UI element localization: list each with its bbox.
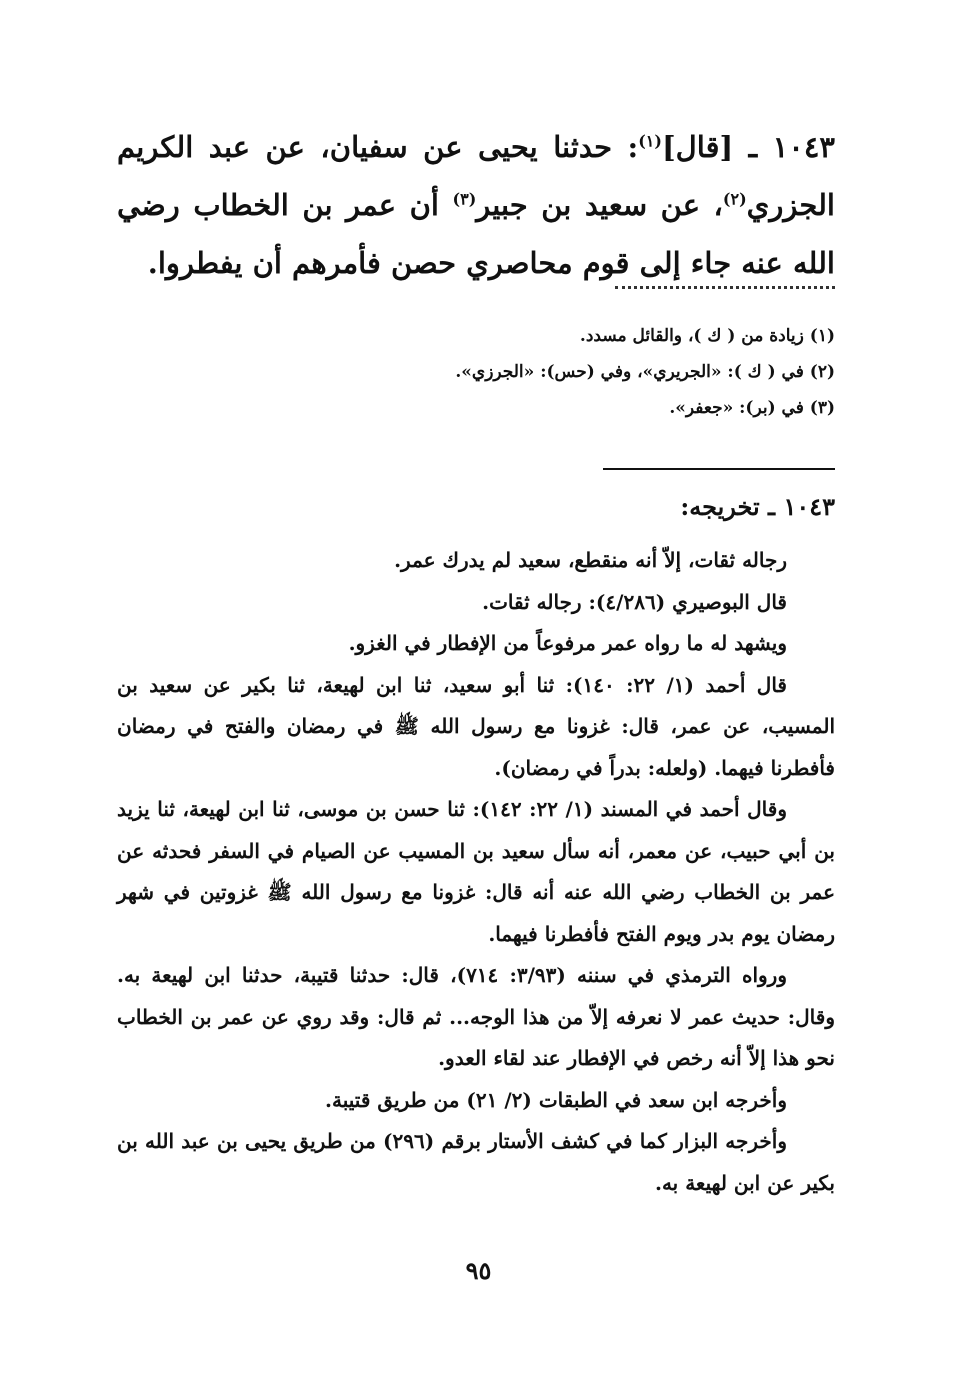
section-divider [603,468,835,470]
footnote-ref-1: (١) [638,131,662,151]
takhrij-paragraph: ويشهد له ما رواه عمر مرفوعاً من الإفطار في الغزو. [348,631,787,655]
hadith-text-part1: [قال] [661,130,734,164]
footnotes [117,318,835,426]
footnote-separator [615,286,835,289]
hadith-number: ١٠٤٣ [772,130,835,164]
hadith-text-part2: : حدثنا يحيى عن سفيان، عن عبد الكريم الجزري [117,130,835,222]
footnote-item: (٣) في (بر): «جعفر». [669,398,835,418]
takhrij-paragraph: رجاله ثقات، إلاّ أنه منقطع، سعيد لم يدرك عمر. [394,548,787,572]
hadith-text [117,118,835,292]
takhrij-heading: ١٠٤٣ ـ تخريجه: [680,492,835,521]
takhrij-paragraph: وأخرجه البزار كما في كشف الأستار برقم (٢٩٦) من طريق يحيى بن عبد الله بن بكير عن ابن لهيعة به. [117,1129,835,1195]
dash: ـ [748,130,758,164]
footnote-ref-2: (٢) [722,189,747,209]
hadith-text-part4: أن عمر بن الخطاب رضي الله عنه جاء إلى قوم محاصري حصن فأمرهم أن يفطروا. [117,188,835,280]
takhrij-paragraph: قال أحمد (١/ ٢٢: ١٤٠): ثنا أبو سعيد، ثنا ابن لهيعة، ثنا بكير عن سعيد بن المسيب، عن عمر، قال: غزونا مع رسول الله ﷺ في رمضان والفتح في رمضان فأفطرنا فيهما. (ولعله: بدراً في رمضان). [117,672,835,780]
takhrij-body [117,540,835,1204]
takhrij-paragraph: وأخرجه ابن سعد في الطبقات (٢/ ٢١) من طريق قتيبة. [325,1087,787,1112]
takhrij-paragraph: ورواه الترمذي في سننه (٣/٩٣: ٧١٤)، قال: حدثنا قتيبة، حدثنا ابن لهيعة به. وقال: حديث عمر لا نعرفه إلاّ من هذا الوجه... ثم قال: وقد روي عن عمر بن الخطاب نحو هذا إلاّ أنه رخص في الإفطار عند لقاء العدو. [117,963,835,1070]
takhrij-paragraph: قال البوصيري (٤/٢٨٦): رجاله ثقات. [482,589,787,614]
footnote-item: (١) زيادة من ( ك )، والقائل مسدد. [579,326,835,346]
hadith-text-part3: ، عن سعيد بن جبير [476,188,723,222]
takhrij-paragraph: وقال أحمد في المسند (١/ ٢٢: ١٤٢): ثنا حسن بن موسى، ثنا ابن لهيعة، ثنا يزيد بن أبي حبيب، عن معمر، أنه سأل سعيد بن المسيب عن الصيام في السفر فحدثه عن عمر بن الخطاب رضي الله عنه أنه قال: غزونا مع رسول الله ﷺ غزوتين في شهر رمضان يوم بدر ويوم الفتح فأفطرنا فيهما. [117,797,835,946]
page-number: ٩٥ [465,1256,492,1285]
footnote-item: (٢) في ( ك ): «الجريري»، وفي (حس): «الجرزي». [455,362,835,382]
footnote-ref-3: (٣) [452,189,477,209]
